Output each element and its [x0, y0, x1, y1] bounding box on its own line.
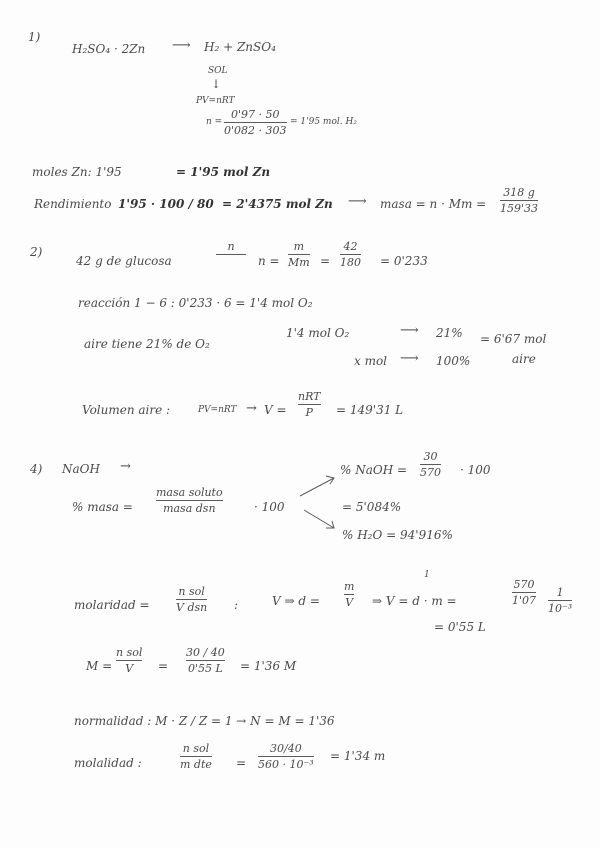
p4-M-eq2: =	[158, 659, 169, 673]
p4-h2o-result: % H₂O = 94'916%	[342, 528, 453, 542]
p2-n-eq: n =	[258, 254, 280, 268]
down-arrow-icon: ↓	[211, 77, 222, 91]
p1-masa-label: masa = n · Mm =	[380, 197, 487, 211]
p2-prop-result-sub: aire	[512, 352, 536, 366]
p1-masa-fraction	[500, 186, 538, 215]
p2-n-result: = 0'233	[380, 254, 428, 268]
p1-pv: PV=nRT	[196, 96, 235, 106]
p2-prop-top-left: 1'4 mol O₂	[286, 326, 350, 340]
p4-naoh-fraction	[420, 450, 441, 479]
p4-M2-bot: 0'55 L	[187, 662, 223, 675]
p2-prop-arrow-1-icon: ⟶	[400, 323, 419, 338]
p1-rend-expr: 1'95 · 100 / 80	[118, 197, 214, 211]
p4-exp-1: 1	[556, 586, 564, 599]
p1-n-eq: n =	[206, 117, 223, 127]
p4-naoh-result: = 5'084%	[342, 500, 402, 514]
p2-42: 42	[343, 240, 358, 253]
p2-p: P	[305, 406, 313, 419]
p4-molalidad: molalidad :	[74, 756, 142, 770]
p4-naoh-x100: · 100	[460, 463, 491, 477]
p2-180: 180	[340, 256, 361, 269]
p2-prop-bot-right: 100%	[436, 354, 471, 368]
p2-prop-top-right: 21%	[436, 326, 463, 340]
p4-570: 570	[420, 466, 441, 479]
p4-v: V	[345, 596, 354, 609]
p4-v-calc-fraction	[512, 578, 536, 607]
p2-mm: Mm	[288, 256, 310, 269]
p4-M-fraction	[116, 646, 142, 675]
p2-nrt: nRT	[298, 390, 321, 403]
p4-v-result: = 0'55 L	[434, 620, 486, 634]
p4-colon: :	[234, 598, 239, 612]
p4-M2-top: 30 / 40	[186, 646, 225, 659]
p2-vol-fraction	[298, 390, 321, 419]
p4-naoh: NaOH	[62, 462, 100, 476]
p1-masa-den: 159'33	[500, 202, 539, 215]
p4-v-calc: ⇒ V = d · m =	[372, 594, 457, 608]
p2-prop-result: = 6'67 mol	[480, 332, 547, 346]
p1-moles-zn-label: moles Zn: 1'95	[32, 165, 122, 179]
p4-v-small-top: 1	[424, 570, 430, 580]
p2-value-fraction	[340, 240, 361, 269]
branch-arrows-icon	[296, 470, 342, 534]
p2-m-mm-fraction	[288, 240, 310, 269]
p4-exp-10: 10⁻³	[548, 602, 573, 615]
p1-masa-num: 318 g	[503, 186, 535, 199]
p2-vol-v: V =	[264, 403, 287, 417]
p4-density-fraction	[344, 580, 354, 609]
p2-prop-arrow-2-icon: ⟶	[400, 351, 419, 366]
p4-ml2-fraction	[258, 742, 314, 771]
p4-107: 1'07	[512, 594, 537, 607]
p4-molaridad: molaridad =	[74, 598, 150, 612]
p2-arrow-n-label: n	[227, 240, 235, 253]
p4-m: m	[344, 580, 355, 593]
p4-v-dsn: V dsn	[176, 601, 208, 614]
p1-sol: SOL	[208, 66, 228, 76]
p4-v-exp-fraction	[548, 586, 572, 615]
problem-4-number: 4)	[30, 462, 43, 476]
p1-reactants: H₂SO₄ · 2Zn	[72, 42, 146, 56]
p4-arrow-icon: →	[120, 459, 131, 474]
p1-products: H₂ + ZnSO₄	[204, 40, 276, 54]
p2-prop-bot-left: x mol	[354, 354, 388, 368]
p4-normalidad: normalidad : M · Z / Z = 1 → N = M = 1'36	[74, 714, 335, 728]
p4-ml-result: = 1'34 m	[330, 749, 386, 763]
p1-n-den: 0'082 · 303	[224, 124, 287, 137]
p2-eq-sign: =	[320, 254, 331, 268]
p1-n-num: 0'97 · 50	[231, 108, 280, 121]
p4-570b: 570	[513, 578, 535, 591]
p4-naoh-pct: % NaOH =	[340, 463, 408, 477]
p4-ml-nsol: n sol	[182, 742, 210, 755]
p4-pmasa-fraction	[156, 486, 223, 515]
p4-n-sol: n sol	[178, 585, 205, 598]
p4-M2-fraction	[186, 646, 225, 675]
p4-M-result: = 1'36 M	[240, 659, 297, 673]
p4-masa-soluto: masa soluto	[156, 486, 223, 499]
p1-rend-result: = 2'4375 mol Zn	[222, 197, 333, 211]
p1-moles-zn-value: = 1'95 mol Zn	[176, 165, 271, 179]
p4-v-eq: V ⇒ d =	[272, 594, 320, 608]
p2-glucosa: 42 g de glucosa	[76, 254, 172, 268]
p4-ml2-bot: 560 · 10⁻³	[258, 758, 314, 771]
problem-2-number: 2)	[30, 245, 43, 259]
p4-molaridad-fraction	[176, 585, 207, 614]
p1-n-result: = 1'95 mol. H₂	[290, 117, 357, 127]
p2-vol-result: = 149'31 L	[336, 403, 404, 417]
p4-ml-mdte: m dte	[180, 758, 212, 771]
p1-n-fraction	[224, 108, 287, 137]
p4-ml2-top: 30/40	[270, 742, 302, 755]
p4-molalidad-fraction	[180, 742, 212, 771]
p2-vol-arrow-icon: →	[246, 401, 257, 416]
p1-rend-label: Rendimiento	[34, 197, 112, 211]
p2-vol-label: Volumen aire :	[82, 403, 171, 417]
p2-reaccion: reacción 1 − 6 : 0'233 · 6 = 1'4 mol O₂	[78, 296, 313, 310]
arrow-right-icon: ⟶	[348, 194, 367, 209]
p4-30: 30	[423, 450, 438, 463]
p4-masa-dsn: masa dsn	[163, 502, 216, 515]
p4-M-nsol: n sol	[116, 646, 143, 659]
p4-M-eq: M =	[86, 659, 113, 673]
problem-1-number: 1)	[28, 30, 41, 44]
p2-m: m	[293, 240, 305, 253]
p2-vol-pv: PV=nRT	[198, 405, 237, 415]
p4-M-v: V	[125, 662, 134, 675]
p2-aire: aire tiene 21% de O₂	[84, 337, 210, 351]
p2-arrow-n	[216, 240, 246, 256]
p4-pmasa-x100: · 100	[254, 500, 285, 514]
p4-ml-eq: =	[236, 756, 247, 770]
reaction-arrow-icon: ⟶	[172, 38, 191, 53]
p4-pmasa: % masa =	[72, 500, 133, 514]
